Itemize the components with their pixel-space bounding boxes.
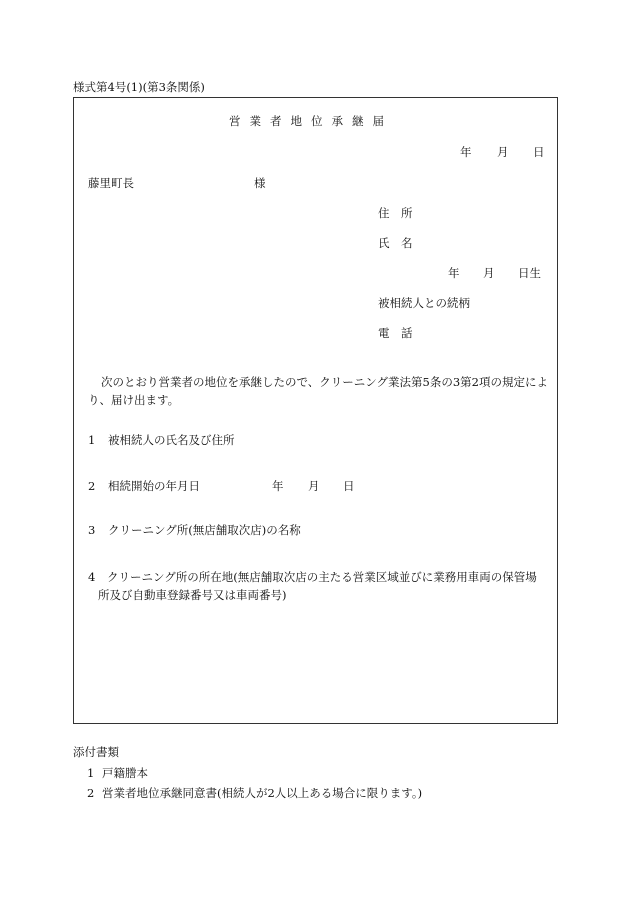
- item-2-day: 日: [343, 479, 355, 493]
- form-number: 様式第4号(1)(第3条関係): [73, 80, 205, 94]
- item-3-label: クリーニング所(無店舗取次店)の名称: [108, 523, 301, 537]
- item-2-month: 月: [308, 479, 320, 493]
- addressee-name: 藤里町長: [88, 176, 134, 190]
- item-2-number: 2: [88, 479, 96, 493]
- name-label: 氏 名: [378, 236, 413, 250]
- item-1-number: 1: [88, 433, 96, 447]
- phone-label: 電 話: [378, 326, 413, 340]
- birth-day: 日生: [518, 266, 541, 280]
- addressee-honorific: 様: [254, 176, 266, 190]
- item-4-label-continued: 所及び自動車登録番号又は車両番号): [98, 587, 287, 602]
- submission-date-day: 日: [533, 145, 545, 159]
- address-label: 住 所: [378, 206, 413, 220]
- attachments-heading: 添付書類: [73, 745, 119, 759]
- item-3-number: 3: [88, 523, 96, 537]
- birth-year: 年: [448, 266, 460, 280]
- item-4: [88, 569, 558, 605]
- attachment-1-number: 1: [87, 766, 95, 780]
- attachment-2-number: 2: [87, 786, 95, 800]
- item-2-year: 年: [272, 479, 284, 493]
- attachment-2-text: 営業者地位承継同意書(相続人が2人以上ある場合に限ります。): [102, 786, 423, 800]
- item-4-number: 4: [88, 570, 96, 584]
- submission-date-month: 月: [497, 145, 509, 159]
- item-2-label: 相続開始の年月日: [108, 479, 200, 493]
- item-4-label: クリーニング所の所在地(無店舗取次店の主たる営業区域並びに業務用車両の保管場: [106, 570, 537, 584]
- attachment-1-text: 戸籍謄本: [102, 766, 148, 780]
- relation-label: 被相続人との続柄: [378, 296, 470, 310]
- form-box: [73, 97, 558, 724]
- form-title: 営業者地位承継届: [229, 114, 393, 128]
- birth-month: 月: [483, 266, 495, 280]
- body-paragraph: 次のとおり営業者の地位を承継したので、クリーニング業法第5条の3第2項の規定により、届け出ます。: [88, 375, 548, 407]
- submission-date-year: 年: [460, 145, 472, 159]
- item-1-label: 被相続人の氏名及び住所: [108, 433, 235, 447]
